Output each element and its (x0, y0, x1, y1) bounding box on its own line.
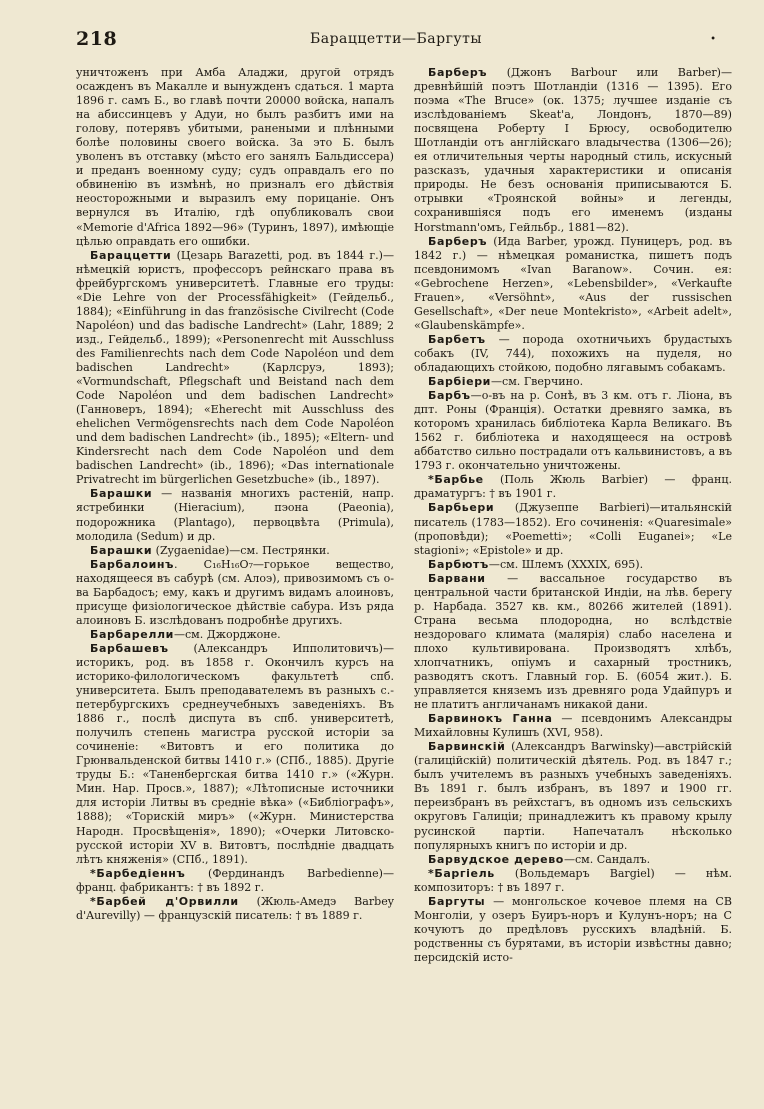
entry-paragraph (76, 558, 394, 628)
entry-text: (Поль Жюль Barbier) — франц. драматургъ: † въ 1901 г. (414, 473, 732, 501)
entry-paragraph (414, 895, 732, 965)
entry-headword: Барбъ (428, 389, 471, 403)
entry-text: —о-въ на р. Сонѣ, въ 3 км. отъ г. Ліона, въ дпт. Роны (Франція). Остатки древняго замка, въ которомъ хранилась библіотека Карла Великаго. Въ 1562 г. библіотека и находящееся на островѣ аббатство сильно пострадали отъ кальвинистовъ, а въ 1793 г. окончательно уничтожены. (414, 389, 732, 473)
entry-text: уничтоженъ при Амба Аладжи, другой отрядъ осажденъ въ Макалле и вынужденъ сдаться. 1 марта 1896 г. самъ Б., во главѣ почти 20000 войска, напалъ на абиссинцевъ у Адуи, но былъ разбитъ ими на голову, потерявъ убитыми, ранеными и плѣнными болѣе половины своего войска. За это Б. былъ уволенъ въ отставку (мѣсто его занялъ Бальдиссера) и преданъ военному суду; судъ оправдалъ его по обвиненію въ измѣнѣ, но призналъ его дѣйствія неосторожными и выразилъ ему порицаніе. Онъ вернулся въ Италію, гдѣ опубликовалъ свои «Memorie d'Africa 1892—96» (Туринъ, 1897), имѣющіе цѣлью оправдать его ошибки. (76, 66, 394, 248)
entry-text: (Zygaenidae)—см. Пестрянки. (152, 543, 330, 557)
entry-headword: Барберъ (428, 234, 488, 248)
entry-headword: *Баргіель (428, 866, 495, 880)
entry-paragraph (414, 740, 732, 852)
entry-headword: *Барбей д'Орвилли (90, 894, 239, 908)
entry-headword: Барашки (90, 487, 153, 501)
entry-text: — названія многихъ растеній, напр. ястребинки (Hieracium), пэона (Paeonia), подорожника (Plantago), первоцвѣта (Primula), молодила (Sedum) и др. (76, 487, 394, 543)
entry-headword: Барашки (90, 543, 153, 557)
entry-text: (Александръ Barwinsky)—австрійскій (галиційскій) политическій дѣятель. Род. въ 1847 г.; былъ учителемъ въ разныхъ учебныхъ заведеніяхъ. Въ 1891 г. былъ избранъ, въ 1897 и 1900 гг. переизбранъ въ рейхстагъ, въ одномъ изъ сельскихъ округовъ Галиціи; принадлежитъ къ правому крылу русинской партіи. Напечаталъ нѣсколько популярныхъ книгъ по исторіи и др. (414, 740, 732, 852)
entry-paragraph (414, 375, 732, 389)
entry-paragraph (76, 66, 394, 249)
running-head: Бараццетти—Баргуты (309, 31, 483, 47)
entry-headword: Барбашевъ (90, 641, 169, 655)
entry-paragraph (414, 712, 732, 740)
entry-headword: Баргуты (428, 894, 486, 908)
left-column (76, 66, 394, 1102)
entry-headword: Барбетъ (428, 332, 486, 346)
entry-text: (Фердинандъ Barbedienne)—франц. фабрикантъ: † въ 1892 г. (76, 866, 394, 894)
page-header (76, 28, 716, 58)
entry-headword: *Барбье (428, 473, 484, 487)
entry-text: (Жюль-Амедэ Barbey d'Aurevilly) — французскій писатель: † въ 1889 г. (76, 894, 394, 922)
entry-headword: Барвинскій (428, 740, 506, 754)
entry-text: (Александръ Ипполитовичъ)—историкъ, род. въ 1858 г. Окончилъ курсъ на историко-филологическомъ факультетѣ спб. университета. Былъ преподавателемъ въ разныхъ с.-петербургскихъ среднеучебныхъ заведеніяхъ. Въ 1886 г., послѣ диспута въ спб. университетѣ, получилъ степень магистра русской исторіи за сочиненіе: «Витовтъ и его политика до Грюнвальденской битвы 1410 г.» (СПб., 1885). Другіе труды Б.: «Таненбергская битва 1410 г.» («Журн. Мин. Нар. Просв.», 1887); «Лѣтописные источники для исторіи Литвы въ средніе вѣка» («Библіографъ», 1888); «Торискій миръ» («Журн. Министерства Народн. Просвѣщенія», 1890); «Очерки Литовско-русской исторіи XV в. Витовтъ, послѣдніе двадцать лѣтъ княженія» (СПб., 1891). (76, 641, 394, 866)
entry-text: — порода охотничьихъ брудастыхъ собакъ (IV, 744), похожихъ на пуделя, но обладающихъ стойкою, подобно лягавымъ собакамъ. (414, 332, 732, 374)
entry-paragraph (414, 867, 732, 895)
entry-text: —см. Шлемъ (XXXIX, 695). (488, 557, 644, 571)
entry-headword: Барвудское дерево (428, 852, 564, 866)
entry-text: — вассальное государство въ центральной части британской Индіи, на лѣв. берегу р. Нарбада. 3527 кв. км., 80266 жителей (1891). Страна весьма плодородна, но вслѣдствіе нездороваго климата (малярія) слабо населена и плохо культивирована. Производятъ хлѣбъ, хлопчатникъ, опіумъ и сахарный тростникъ, разводятъ скотъ. Главный гор. Б. (6054 жит.). Б. управляется княземъ изъ древняго рода Удайпуръ и не платитъ англичанамъ никакой дани. (414, 571, 732, 712)
entry-headword: Барбютъ (428, 557, 489, 571)
entry-headword: Барбарелли (90, 627, 174, 641)
entry-paragraph (76, 487, 394, 543)
entry-paragraph (76, 895, 394, 923)
entry-text: — псевдонимъ Александры Михайловны Кулишъ (XVI, 958). (414, 712, 732, 740)
entry-paragraph (76, 642, 394, 867)
entry-paragraph (76, 249, 394, 488)
page-number: 218 (76, 28, 118, 50)
entry-paragraph (414, 473, 732, 501)
entry-headword: Барбьери (428, 501, 495, 515)
entry-text: (Джонъ Barbour или Barber)—древнѣйшій поэтъ Шотландіи (1316 — 1395). Его поэма «The Bruce» (ок. 1375; лучшее изданіе съ изслѣдованіемъ Skeat'a, Лондонъ, 1870—89) посвящена Роберту I Брюсу, освободителю Шотландіи отъ англійскаго владычества (1306—26); ея отличительныя черты народный стиль, искусный разсказъ, удачныя характеристики и описанія природы. Не безъ основанія приписываются Б. отрывки «Троянской войны» и легенды, сохранившіяся подъ его именемъ (изданы Horstmann'омъ, Гейльбр., 1881—82). (414, 66, 732, 234)
entry-text: —см. Джорджоне. (173, 627, 281, 641)
entry-paragraph (414, 389, 732, 473)
entry-text: (Вольдемаръ Bargiel) — нѣм. композиторъ: † въ 1897 г. (414, 866, 732, 894)
entry-paragraph (76, 628, 394, 642)
entry-headword: Барвинокъ Ганна (428, 712, 553, 726)
entry-headword: Барбіери (428, 375, 491, 389)
entry-text: (Джузеппе Barbieri)—итальянскій писатель (1783—1852). Его сочиненія: «Quaresimale» (проповѣди); «Poemetti»; «Colli Euganei»; «Le stagioni»; «Epistole» и др. (414, 501, 732, 557)
entry-text: (Цезарь Barazetti, род. въ 1844 г.)—нѣмецкій юристъ, профессоръ рейнскаго права въ фрейбургскомъ университетѣ. Главные его труды: «Die Lehre von der Processfähigkeit» (Гейдельб., 1884); «Einführung in das französische Civilrecht (Code Napoléon) und das badische Landrecht» (Lahr, 1889; 2 изд., Гейдельб., 1899); «Personenrecht mit Ausschluss des Familienrechts nach dem Code Napoléon und dem badischen Landrecht» (Карлсруэ, 1893); «Vormundschaft, Pflegschaft und Beistand nach dem Code Napoléon und dem badischen Landrecht» (Ганноверъ, 1894); «Eherecht mit Ausschluss des ehelichen Vermögensrechts nach dem Code Napoléon und dem badischen Landrecht» (ib., 1895); «Eltern- und Kindersrecht nach dem Code Napoléon und dem badischen Landrecht» (ib., 1896); «Das internationale Privatrecht im bürgerlichen Gesetzbuche» (ib., 1897). (76, 248, 394, 487)
entry-text: —см. Гверчино. (490, 375, 584, 389)
entry-headword: *Барбедіеннъ (90, 866, 186, 880)
entry-headword: Барберъ (428, 66, 488, 79)
entry-text: . C₁₆H₁₆O₇—горькое вещество, находящееся въ сабурѣ (см. Алоэ), привозимомъ съ о-ва Барбадосъ; ему, какъ и другимъ видамъ алоиновъ, присуще физіологическое дѣйствіе сабура. Изъ ряда алоиновъ Б. изслѣдованъ подробнѣе другихъ. (76, 557, 394, 627)
entry-paragraph (76, 544, 394, 558)
entry-paragraph (414, 558, 732, 572)
entry-text: — монгольское кочевое племя на СВ Монголіи, у озеръ Буиръ-норъ и Кулунъ-норъ; на С кочуютъ до предѣловъ русскихъ владѣній. Б. родственны съ бурятами, въ исторіи извѣстны давно; персидскій исто- (414, 894, 732, 964)
entry-paragraph (414, 853, 732, 867)
entry-paragraph (414, 501, 732, 557)
entry-paragraph (414, 333, 732, 375)
entry-paragraph (414, 66, 732, 235)
entry-headword: Барвани (428, 571, 486, 585)
entry-headword: Барбалоинъ (90, 557, 174, 571)
entry-headword: Бараццетти (90, 248, 172, 262)
entry-text: —см. Сандалъ. (563, 852, 651, 866)
right-column (414, 66, 732, 1102)
entry-text: (Ида Barber, урожд. Пуницеръ, род. въ 1842 г.) — нѣмецкая романистка, пишетъ подъ псевдонимомъ «Ivan Baranow». Сочин. ея: «Gebrochene Herzen», «Lebensbilder», «Verkaufte Frauen», «Versöhnt», «Aus der russischen Gesellschaft», «Der neue Montekristo», «Arbeit adelt», «Glaubenskämpfe». (414, 234, 732, 332)
entry-paragraph (414, 572, 732, 712)
entry-paragraph (414, 235, 732, 333)
bullet-mark: • (710, 34, 716, 45)
entry-paragraph (76, 867, 394, 895)
